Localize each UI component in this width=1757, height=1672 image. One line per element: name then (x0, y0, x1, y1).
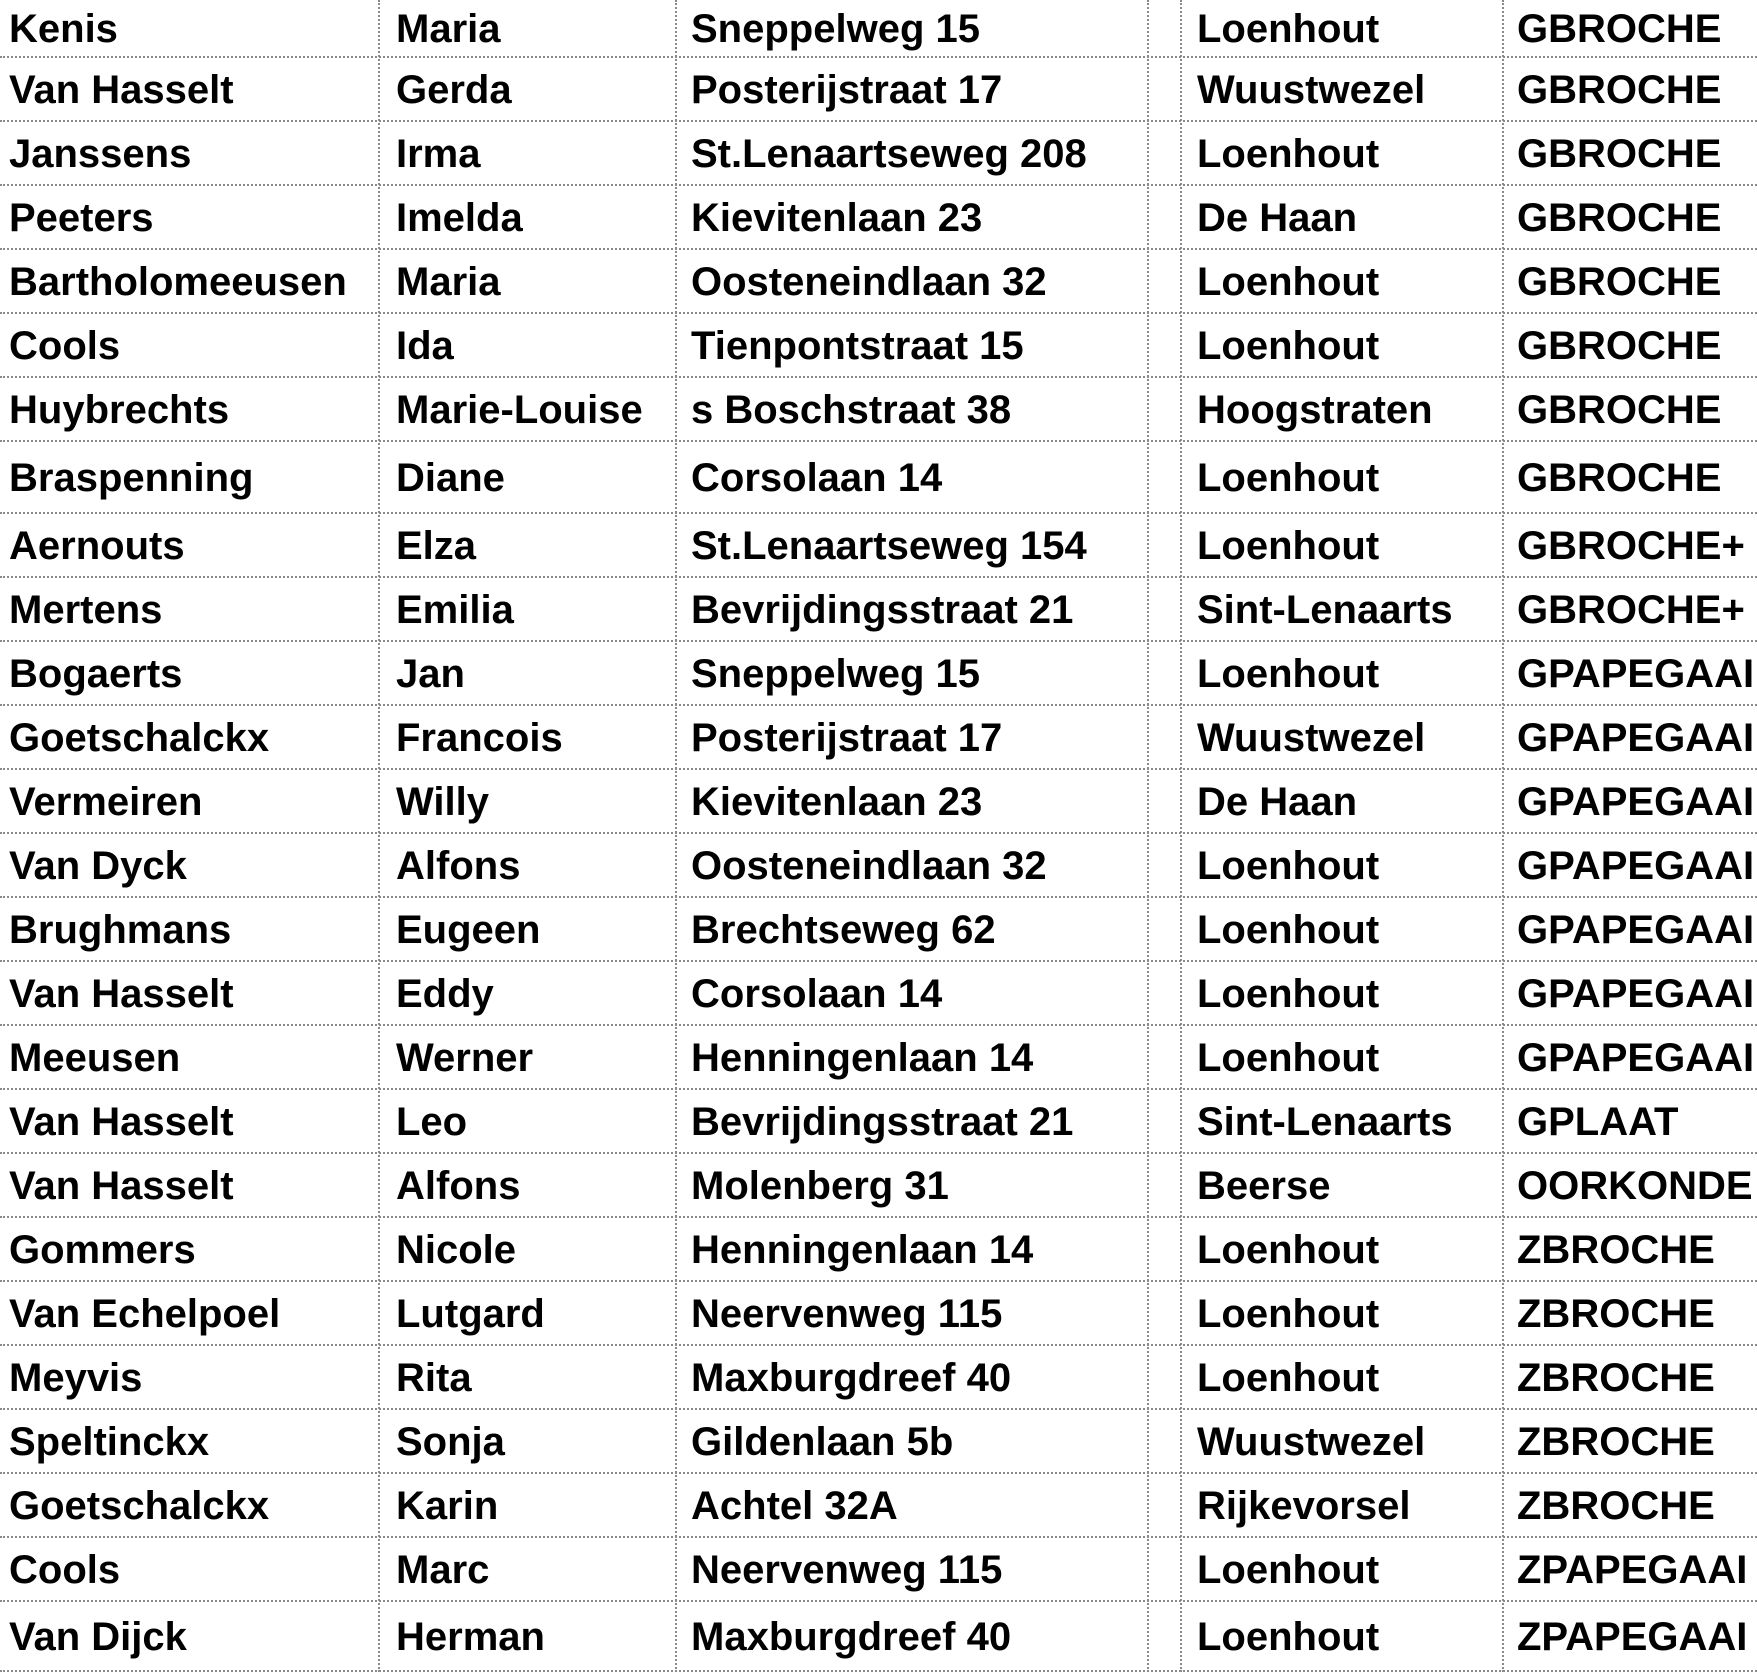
award-cell[interactable]: GBROCHE (1517, 195, 1722, 240)
first-name-cell[interactable]: Maria (396, 6, 501, 51)
award-cell[interactable]: GBROCHE+ (1517, 523, 1745, 568)
city-cell[interactable]: Loenhout (1197, 1547, 1380, 1592)
surname-cell[interactable]: Bartholomeeusen (9, 259, 347, 304)
city-cell[interactable]: Wuustwezel (1197, 67, 1426, 112)
table-row (0, 834, 1757, 898)
award-cell[interactable]: GBROCHE (1517, 455, 1722, 500)
surname-cell[interactable]: Janssens (9, 131, 192, 176)
address-cell[interactable]: Bevrijdingsstraat 21 (691, 1099, 1074, 1144)
first-name-cell[interactable]: Ida (396, 323, 454, 368)
surname-cell[interactable]: Van Dijck (9, 1614, 187, 1659)
award-cell[interactable]: ZPAPEGAAI (1517, 1547, 1748, 1592)
first-name-cell[interactable]: Irma (396, 131, 481, 176)
surname-cell[interactable]: Van Echelpoel (9, 1291, 281, 1336)
first-name-cell[interactable]: Francois (396, 715, 563, 760)
table-row (0, 442, 1757, 514)
first-name-cell[interactable]: Sonja (396, 1419, 505, 1464)
award-cell[interactable]: OORKONDE (1517, 1163, 1753, 1208)
table-row (0, 58, 1757, 122)
address-cell[interactable]: Kievitenlaan 23 (691, 195, 983, 240)
address-cell[interactable]: St.Lenaartseweg 154 (691, 523, 1087, 568)
table-row (0, 0, 1757, 58)
table-row (0, 1218, 1757, 1282)
table-row (0, 642, 1757, 706)
address-cell[interactable]: Oosteneindlaan 32 (691, 259, 1047, 304)
address-cell[interactable]: Maxburgdreef 40 (691, 1614, 1012, 1659)
first-name-cell[interactable]: Alfons (396, 843, 521, 888)
city-cell[interactable]: Loenhout (1197, 843, 1380, 888)
city-cell[interactable]: Loenhout (1197, 907, 1380, 952)
surname-cell[interactable]: Speltinckx (9, 1419, 210, 1464)
first-name-cell[interactable]: Emilia (396, 587, 514, 632)
address-cell[interactable]: Oosteneindlaan 32 (691, 843, 1047, 888)
surname-cell[interactable]: Huybrechts (9, 387, 230, 432)
address-cell[interactable]: Tienpontstraat 15 (691, 323, 1024, 368)
address-cell[interactable]: Bevrijdingsstraat 21 (691, 587, 1074, 632)
first-name-cell[interactable]: Jan (396, 651, 465, 696)
surname-cell[interactable]: Bogaerts (9, 651, 183, 696)
city-cell[interactable]: Loenhout (1197, 6, 1380, 51)
address-cell[interactable]: Sneppelweg 15 (691, 6, 980, 51)
address-cell[interactable]: Corsolaan 14 (691, 971, 943, 1016)
surname-cell[interactable]: Peeters (9, 195, 154, 240)
table-row (0, 1282, 1757, 1346)
city-cell[interactable]: Loenhout (1197, 131, 1380, 176)
address-cell[interactable]: Henningenlaan 14 (691, 1227, 1034, 1272)
surname-cell[interactable]: Goetschalckx (9, 715, 270, 760)
surname-cell[interactable]: Braspenning (9, 455, 254, 500)
award-cell[interactable]: GPAPEGAAI (1517, 779, 1755, 824)
first-name-cell[interactable]: Herman (396, 1614, 545, 1659)
award-cell[interactable]: GPAPEGAAI (1517, 651, 1755, 696)
table-row (0, 1474, 1757, 1538)
award-cell[interactable]: GPLAAT (1517, 1099, 1679, 1144)
award-cell[interactable]: GBROCHE (1517, 323, 1722, 368)
first-name-cell[interactable]: Willy (396, 779, 489, 824)
address-cell[interactable]: Gildenlaan 5b (691, 1419, 954, 1464)
first-name-cell[interactable]: Lutgard (396, 1291, 545, 1336)
city-cell[interactable]: Loenhout (1197, 523, 1380, 568)
surname-cell[interactable]: Aernouts (9, 523, 185, 568)
address-cell[interactable]: Sneppelweg 15 (691, 651, 980, 696)
address-cell[interactable]: Neervenweg 115 (691, 1547, 1003, 1592)
first-name-cell[interactable]: Imelda (396, 195, 523, 240)
award-cell[interactable]: GPAPEGAAI (1517, 971, 1755, 1016)
city-cell[interactable]: Loenhout (1197, 455, 1380, 500)
surname-cell[interactable]: Cools (9, 1547, 121, 1592)
city-cell[interactable]: Loenhout (1197, 259, 1380, 304)
address-cell[interactable]: s Boschstraat 38 (691, 387, 1012, 432)
city-cell[interactable]: Loenhout (1197, 1355, 1380, 1400)
address-cell[interactable]: Molenberg 31 (691, 1163, 949, 1208)
first-name-cell[interactable]: Gerda (396, 67, 512, 112)
surname-cell[interactable]: Meyvis (9, 1355, 143, 1400)
city-cell[interactable]: Loenhout (1197, 1227, 1380, 1272)
city-cell[interactable]: Sint-Lenaarts (1197, 1099, 1453, 1144)
award-cell[interactable]: GBROCHE+ (1517, 587, 1745, 632)
table-row (0, 898, 1757, 962)
first-name-cell[interactable]: Werner (396, 1035, 534, 1080)
city-cell[interactable]: Wuustwezel (1197, 715, 1426, 760)
award-cell[interactable]: GBROCHE (1517, 259, 1722, 304)
surname-cell[interactable]: Vermeiren (9, 779, 203, 824)
table-row (0, 1346, 1757, 1410)
award-cell[interactable]: ZPAPEGAAI (1517, 1614, 1748, 1659)
address-cell[interactable]: Maxburgdreef 40 (691, 1355, 1012, 1400)
table-row (0, 1026, 1757, 1090)
surname-cell[interactable]: Mertens (9, 587, 163, 632)
city-cell[interactable]: Loenhout (1197, 323, 1380, 368)
table-row (0, 770, 1757, 834)
city-cell[interactable]: Rijkevorsel (1197, 1483, 1411, 1528)
table-row (0, 962, 1757, 1026)
first-name-cell[interactable]: Rita (396, 1355, 472, 1400)
first-name-cell[interactable]: Alfons (396, 1163, 521, 1208)
award-cell[interactable]: GPAPEGAAI (1517, 907, 1755, 952)
surname-cell[interactable]: Van Hasselt (9, 1163, 234, 1208)
surname-cell[interactable]: Goetschalckx (9, 1483, 270, 1528)
table-row (0, 250, 1757, 314)
table-row (0, 122, 1757, 186)
table-row (0, 578, 1757, 642)
surname-cell[interactable]: Van Dyck (9, 843, 187, 888)
surname-cell[interactable]: Brughmans (9, 907, 232, 952)
first-name-cell[interactable]: Eddy (396, 971, 494, 1016)
address-cell[interactable]: Kievitenlaan 23 (691, 779, 983, 824)
city-cell[interactable]: Sint-Lenaarts (1197, 587, 1453, 632)
city-cell[interactable]: Beerse (1197, 1163, 1331, 1208)
award-cell[interactable]: GPAPEGAAI (1517, 715, 1755, 760)
address-cell[interactable]: Henningenlaan 14 (691, 1035, 1034, 1080)
award-cell[interactable]: ZBROCHE (1517, 1355, 1715, 1400)
table-row (0, 378, 1757, 442)
first-name-cell[interactable]: Karin (396, 1483, 499, 1528)
city-cell[interactable]: De Haan (1197, 779, 1358, 824)
city-cell[interactable]: De Haan (1197, 195, 1358, 240)
table-row (0, 314, 1757, 378)
award-cell[interactable]: GBROCHE (1517, 6, 1722, 51)
first-name-cell[interactable]: Marie-Louise (396, 387, 643, 432)
city-cell[interactable]: Loenhout (1197, 1035, 1380, 1080)
table-row (0, 1090, 1757, 1154)
city-cell[interactable]: Loenhout (1197, 1291, 1380, 1336)
first-name-cell[interactable]: Eugeen (396, 907, 541, 952)
city-cell[interactable]: Loenhout (1197, 651, 1380, 696)
first-name-cell[interactable]: Marc (396, 1547, 490, 1592)
award-cell[interactable]: ZBROCHE (1517, 1483, 1715, 1528)
award-cell[interactable]: GBROCHE (1517, 67, 1722, 112)
first-name-cell[interactable]: Diane (396, 455, 505, 500)
address-cell[interactable]: Achtel 32A (691, 1483, 898, 1528)
table-row (0, 1538, 1757, 1602)
award-cell[interactable]: GPAPEGAAI (1517, 1035, 1755, 1080)
city-cell[interactable]: Hoogstraten (1197, 387, 1433, 432)
award-cell[interactable]: GBROCHE (1517, 131, 1722, 176)
first-name-cell[interactable]: Maria (396, 259, 501, 304)
address-cell[interactable]: Brechtseweg 62 (691, 907, 996, 952)
surname-cell[interactable]: Van Hasselt (9, 971, 234, 1016)
surname-cell[interactable]: Van Hasselt (9, 67, 234, 112)
address-cell[interactable]: St.Lenaartseweg 208 (691, 131, 1087, 176)
address-cell[interactable]: Posterijstraat 17 (691, 715, 1003, 760)
table-row (0, 706, 1757, 770)
table-row (0, 1410, 1757, 1474)
table-row (0, 1602, 1757, 1672)
city-cell[interactable]: Loenhout (1197, 971, 1380, 1016)
surname-cell[interactable]: Cools (9, 323, 121, 368)
city-cell[interactable]: Loenhout (1197, 1614, 1380, 1659)
first-name-cell[interactable]: Leo (396, 1099, 468, 1144)
address-cell[interactable]: Corsolaan 14 (691, 455, 943, 500)
surname-cell[interactable]: Kenis (9, 6, 118, 51)
surname-cell[interactable]: Van Hasselt (9, 1099, 234, 1144)
city-cell[interactable]: Wuustwezel (1197, 1419, 1426, 1464)
first-name-cell[interactable]: Nicole (396, 1227, 517, 1272)
table-row (0, 186, 1757, 250)
table-row (0, 514, 1757, 578)
award-cell[interactable]: GBROCHE (1517, 387, 1722, 432)
address-cell[interactable]: Neervenweg 115 (691, 1291, 1003, 1336)
award-cell[interactable]: GPAPEGAAI (1517, 843, 1755, 888)
award-cell[interactable]: ZBROCHE (1517, 1419, 1715, 1464)
first-name-cell[interactable]: Elza (396, 523, 477, 568)
table-row (0, 1154, 1757, 1218)
award-cell[interactable]: ZBROCHE (1517, 1227, 1715, 1272)
surname-cell[interactable]: Gommers (9, 1227, 196, 1272)
address-cell[interactable]: Posterijstraat 17 (691, 67, 1003, 112)
surname-cell[interactable]: Meeusen (9, 1035, 181, 1080)
award-cell[interactable]: ZBROCHE (1517, 1291, 1715, 1336)
